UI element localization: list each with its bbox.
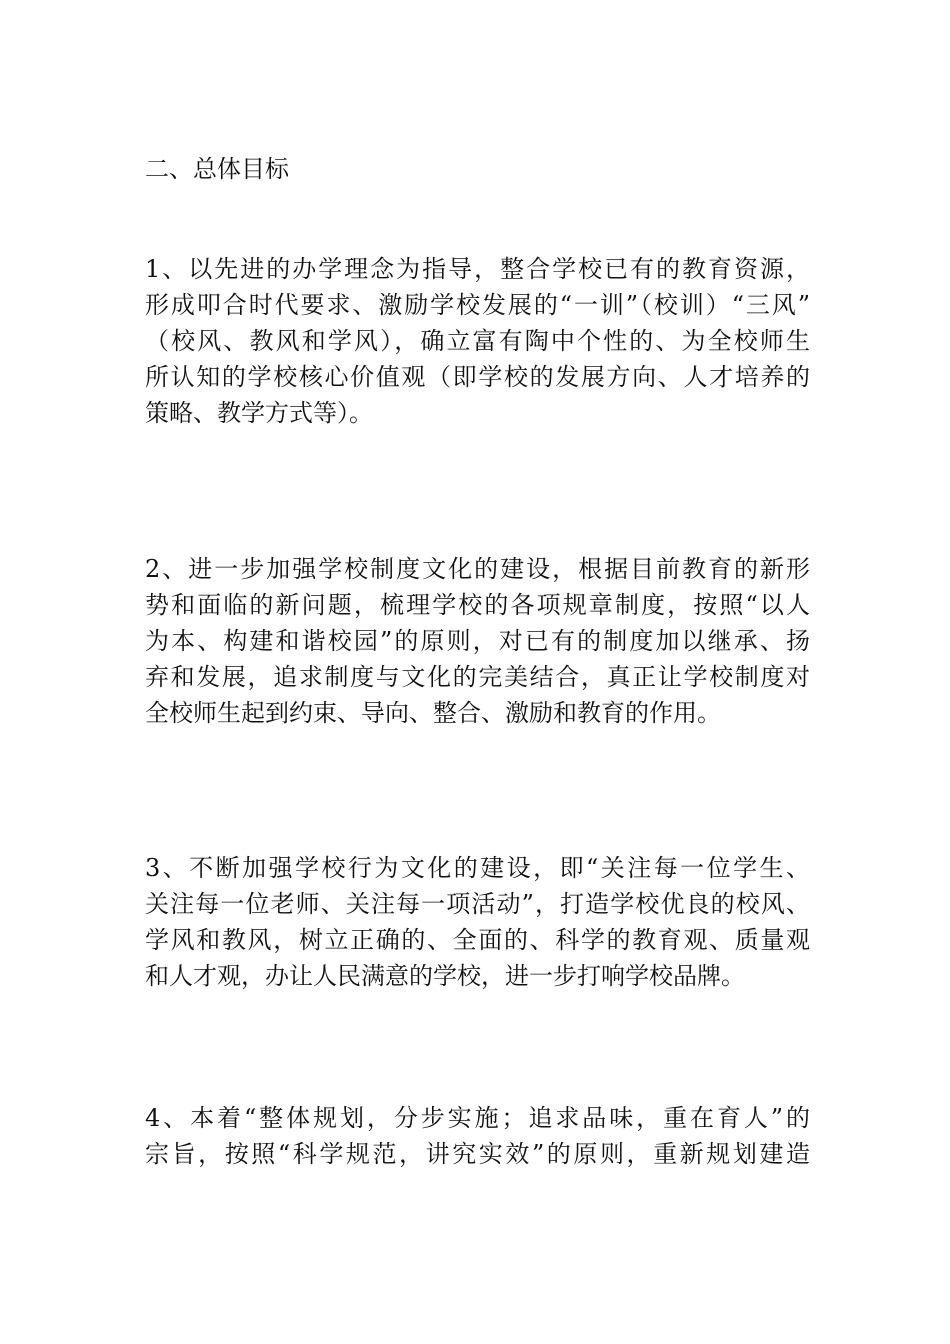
- paragraph-4: [145, 1100, 810, 1172]
- paragraph-line: 策略、教学方式等）。: [145, 399, 373, 427]
- paragraph-line: （校风、教风和学风），确立富有陶中个性的、为全校师生: [145, 327, 810, 355]
- paragraph-3: [145, 850, 810, 994]
- paragraph-line: 和人才观，办让人民满意的学校，进一步打响学校品牌。: [145, 962, 745, 990]
- paragraph-line: 3、不断加强学校行为文化的建设，即“关注每一位学生、: [145, 854, 810, 882]
- paragraph-1: [145, 251, 810, 431]
- paragraph-line: 势和面临的新问题，梳理学校的各项规章制度，按照“以人: [145, 591, 810, 619]
- paragraph-line: 形成叩合时代要求、激励学校发展的“一训”（校训）“三风”: [145, 291, 810, 319]
- paragraph-line: 学风和教风，树立正确的、全面的、科学的教育观、质量观: [145, 926, 810, 954]
- paragraph-line: 关注每一位老师、关注每一项活动”，打造学校优良的校风、: [145, 890, 810, 918]
- paragraph-line: 宗旨，按照“科学规范，讲究实效”的原则，重新规划建造: [145, 1140, 810, 1168]
- paragraph-line: 4、本着“整体规划，分步实施；追求品味，重在育人”的: [145, 1104, 810, 1132]
- section-heading: [145, 151, 810, 187]
- paragraph-line: 为本、构建和谐校园”的原则，对已有的制度加以继承、扬: [145, 627, 810, 655]
- paragraph-line: 全校师生起到约束、导向、整合、激励和教育的作用。: [145, 699, 721, 727]
- heading-text: 二、总体目标: [145, 155, 289, 183]
- paragraph-line: 2、进一步加强学校制度文化的建设，根据目前教育的新形: [145, 555, 810, 583]
- paragraph-line: 1、以先进的办学理念为指导，整合学校已有的教育资源，: [145, 255, 810, 283]
- paragraph-line: 所认知的学校核心价值观（即学校的发展方向、人才培养的: [145, 363, 810, 391]
- paragraph-2: [145, 551, 810, 731]
- paragraph-line: 弃和发展，追求制度与文化的完美结合，真正让学校制度对: [145, 663, 810, 691]
